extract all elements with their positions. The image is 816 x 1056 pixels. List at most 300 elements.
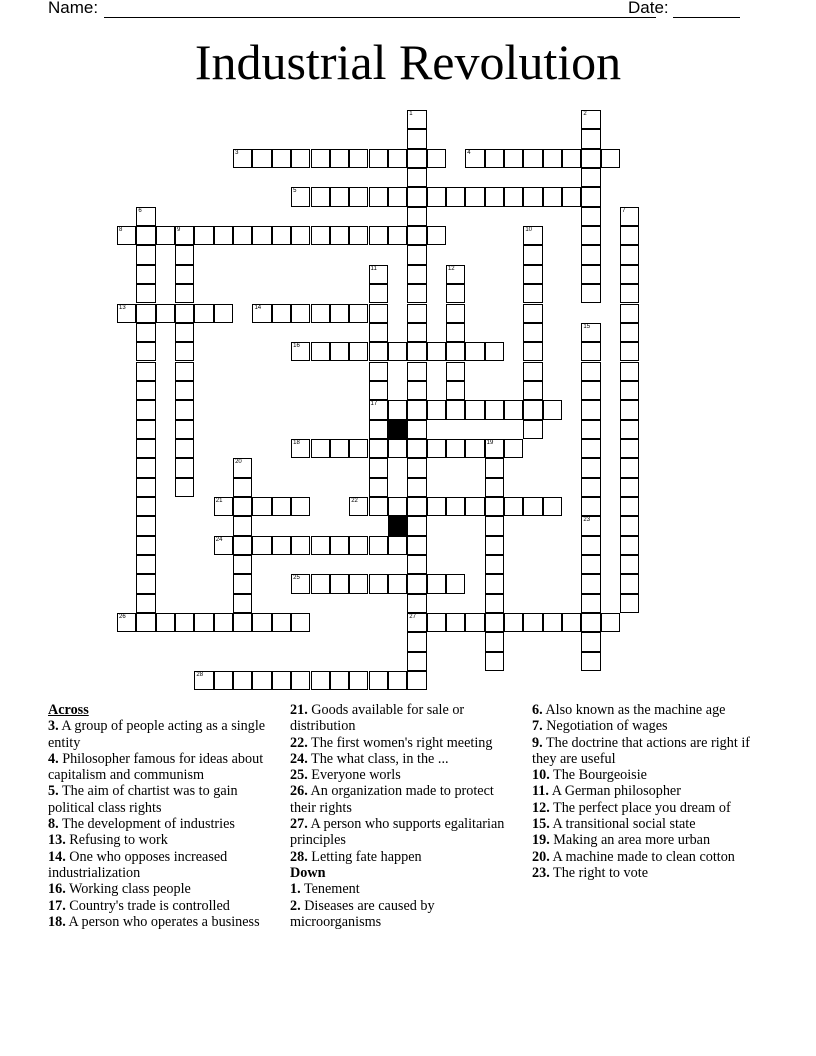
grid-cell[interactable]: [620, 420, 639, 439]
grid-cell[interactable]: [562, 149, 581, 168]
grid-cell[interactable]: [252, 226, 271, 245]
grid-cell[interactable]: [581, 110, 600, 129]
grid-cell[interactable]: [407, 207, 426, 226]
grid-cell[interactable]: [214, 536, 233, 555]
grid-cell[interactable]: [407, 478, 426, 497]
grid-cell[interactable]: [446, 497, 465, 516]
grid-cell[interactable]: [427, 613, 446, 632]
grid-cell[interactable]: [136, 265, 155, 284]
grid-cell[interactable]: [136, 284, 155, 303]
grid-cell[interactable]: [272, 671, 291, 690]
grid-cell[interactable]: [136, 400, 155, 419]
grid-cell[interactable]: [485, 187, 504, 206]
grid-cell[interactable]: [272, 536, 291, 555]
grid-cell[interactable]: [349, 226, 368, 245]
grid-cell[interactable]: [446, 381, 465, 400]
grid-cell[interactable]: [349, 497, 368, 516]
grid-cell[interactable]: [485, 458, 504, 477]
grid-cell[interactable]: [214, 613, 233, 632]
grid-cell[interactable]: [523, 304, 542, 323]
grid-cell[interactable]: [156, 226, 175, 245]
grid-cell[interactable]: [581, 574, 600, 593]
grid-cell[interactable]: [388, 497, 407, 516]
grid-cell[interactable]: [407, 594, 426, 613]
grid-cell[interactable]: [369, 187, 388, 206]
grid-cell[interactable]: [581, 342, 600, 361]
grid-cell[interactable]: [581, 129, 600, 148]
grid-cell[interactable]: [330, 439, 349, 458]
grid-cell[interactable]: [581, 613, 600, 632]
grid-cell[interactable]: [349, 149, 368, 168]
grid-cell[interactable]: [330, 304, 349, 323]
grid-cell[interactable]: [523, 613, 542, 632]
grid-cell[interactable]: [233, 226, 252, 245]
grid-cell[interactable]: [407, 187, 426, 206]
grid-cell[interactable]: [523, 497, 542, 516]
grid-cell[interactable]: [156, 304, 175, 323]
grid-cell[interactable]: [136, 613, 155, 632]
grid-cell[interactable]: [369, 478, 388, 497]
grid-cell[interactable]: [233, 149, 252, 168]
grid-cell[interactable]: [446, 265, 465, 284]
grid-cell[interactable]: [175, 362, 194, 381]
grid-cell[interactable]: [349, 304, 368, 323]
grid-cell[interactable]: [581, 245, 600, 264]
grid-cell[interactable]: [349, 574, 368, 593]
grid-cell[interactable]: [543, 497, 562, 516]
grid-cell[interactable]: [523, 149, 542, 168]
grid-cell[interactable]: [233, 478, 252, 497]
grid-cell[interactable]: [620, 594, 639, 613]
grid-cell[interactable]: [233, 536, 252, 555]
grid-cell[interactable]: [252, 613, 271, 632]
grid-cell[interactable]: [388, 187, 407, 206]
grid-cell[interactable]: [581, 284, 600, 303]
grid-cell[interactable]: [465, 342, 484, 361]
grid-cell[interactable]: [349, 671, 368, 690]
grid-cell[interactable]: [504, 613, 523, 632]
grid-cell[interactable]: [523, 265, 542, 284]
grid-cell[interactable]: [136, 478, 155, 497]
grid-cell[interactable]: [349, 439, 368, 458]
grid-cell[interactable]: [407, 632, 426, 651]
grid-cell[interactable]: [291, 574, 310, 593]
grid-cell[interactable]: [446, 362, 465, 381]
grid-cell[interactable]: [175, 304, 194, 323]
grid-cell[interactable]: [175, 323, 194, 342]
grid-cell[interactable]: [291, 613, 310, 632]
grid-cell[interactable]: [427, 497, 446, 516]
grid-cell[interactable]: [407, 652, 426, 671]
grid-cell[interactable]: [523, 342, 542, 361]
grid-cell[interactable]: [388, 671, 407, 690]
grid-cell[interactable]: [620, 555, 639, 574]
grid-cell[interactable]: [388, 400, 407, 419]
grid-cell[interactable]: [233, 574, 252, 593]
grid-cell[interactable]: [136, 381, 155, 400]
grid-cell[interactable]: [369, 304, 388, 323]
grid-cell[interactable]: [581, 168, 600, 187]
grid-cell[interactable]: [485, 478, 504, 497]
grid-cell[interactable]: [194, 304, 213, 323]
grid-cell[interactable]: [620, 516, 639, 535]
grid-cell[interactable]: [523, 284, 542, 303]
grid-cell[interactable]: [446, 304, 465, 323]
grid-cell[interactable]: [175, 265, 194, 284]
grid-cell[interactable]: [485, 555, 504, 574]
grid-cell[interactable]: [311, 536, 330, 555]
grid-cell[interactable]: [136, 362, 155, 381]
grid-cell[interactable]: [465, 400, 484, 419]
grid-cell[interactable]: [136, 342, 155, 361]
grid-cell[interactable]: [349, 536, 368, 555]
grid-cell[interactable]: [388, 226, 407, 245]
grid-cell[interactable]: [620, 478, 639, 497]
grid-cell[interactable]: [349, 187, 368, 206]
grid-cell[interactable]: [465, 149, 484, 168]
grid-cell[interactable]: [136, 594, 155, 613]
grid-cell[interactable]: [291, 439, 310, 458]
grid-cell[interactable]: [311, 226, 330, 245]
grid-cell[interactable]: [485, 497, 504, 516]
grid-cell[interactable]: [369, 323, 388, 342]
grid-cell[interactable]: [117, 304, 136, 323]
grid-cell[interactable]: [136, 574, 155, 593]
grid-cell[interactable]: [485, 149, 504, 168]
grid-cell[interactable]: [485, 594, 504, 613]
grid-cell[interactable]: [465, 497, 484, 516]
grid-cell[interactable]: [233, 458, 252, 477]
grid-cell[interactable]: [562, 187, 581, 206]
grid-cell[interactable]: [311, 149, 330, 168]
grid-cell[interactable]: [407, 439, 426, 458]
grid-cell[interactable]: [175, 478, 194, 497]
grid-cell[interactable]: [446, 574, 465, 593]
grid-cell[interactable]: [581, 497, 600, 516]
grid-cell[interactable]: [407, 149, 426, 168]
grid-cell[interactable]: [581, 594, 600, 613]
grid-cell[interactable]: [233, 555, 252, 574]
grid-cell[interactable]: [291, 226, 310, 245]
grid-cell[interactable]: [581, 536, 600, 555]
grid-cell[interactable]: [407, 555, 426, 574]
grid-cell[interactable]: [175, 439, 194, 458]
grid-cell[interactable]: [136, 207, 155, 226]
grid-cell[interactable]: [485, 536, 504, 555]
grid-cell[interactable]: [194, 226, 213, 245]
grid-cell[interactable]: [369, 420, 388, 439]
grid-cell[interactable]: [620, 536, 639, 555]
grid-cell[interactable]: [369, 265, 388, 284]
grid-cell[interactable]: [427, 342, 446, 361]
grid-cell[interactable]: [620, 245, 639, 264]
grid-cell[interactable]: [175, 613, 194, 632]
grid-cell[interactable]: [504, 149, 523, 168]
grid-cell[interactable]: [407, 265, 426, 284]
grid-cell[interactable]: [156, 613, 175, 632]
grid-cell[interactable]: [581, 652, 600, 671]
grid-cell[interactable]: [620, 458, 639, 477]
grid-cell[interactable]: [272, 226, 291, 245]
grid-cell[interactable]: [175, 400, 194, 419]
grid-cell[interactable]: [504, 187, 523, 206]
grid-cell[interactable]: [427, 439, 446, 458]
grid-cell[interactable]: [252, 536, 271, 555]
grid-cell[interactable]: [407, 129, 426, 148]
grid-cell[interactable]: [446, 284, 465, 303]
grid-cell[interactable]: [620, 439, 639, 458]
grid-cell[interactable]: [311, 187, 330, 206]
grid-cell[interactable]: [330, 187, 349, 206]
grid-cell[interactable]: [620, 284, 639, 303]
grid-cell[interactable]: [427, 149, 446, 168]
grid-cell[interactable]: [291, 149, 310, 168]
grid-cell[interactable]: [620, 207, 639, 226]
grid-cell[interactable]: [620, 400, 639, 419]
grid-cell[interactable]: [581, 478, 600, 497]
grid-cell[interactable]: [175, 226, 194, 245]
grid-cell[interactable]: [330, 671, 349, 690]
grid-cell[interactable]: [311, 574, 330, 593]
grid-cell[interactable]: [407, 671, 426, 690]
grid-cell[interactable]: [291, 304, 310, 323]
grid-cell[interactable]: [136, 536, 155, 555]
grid-cell[interactable]: [485, 400, 504, 419]
grid-cell[interactable]: [427, 187, 446, 206]
grid-cell[interactable]: [407, 458, 426, 477]
grid-cell[interactable]: [407, 304, 426, 323]
grid-cell[interactable]: [330, 226, 349, 245]
grid-cell[interactable]: [136, 304, 155, 323]
grid-cell[interactable]: [407, 613, 426, 632]
grid-cell[interactable]: [311, 342, 330, 361]
grid-cell[interactable]: [620, 381, 639, 400]
grid-cell[interactable]: [136, 245, 155, 264]
grid-cell[interactable]: [369, 284, 388, 303]
grid-cell[interactable]: [523, 362, 542, 381]
grid-cell[interactable]: [581, 439, 600, 458]
grid-cell[interactable]: [311, 304, 330, 323]
grid-cell[interactable]: [252, 497, 271, 516]
grid-cell[interactable]: [407, 245, 426, 264]
grid-cell[interactable]: [252, 671, 271, 690]
grid-cell[interactable]: [620, 342, 639, 361]
grid-cell[interactable]: [543, 149, 562, 168]
grid-cell[interactable]: [485, 439, 504, 458]
grid-cell[interactable]: [194, 671, 213, 690]
grid-cell[interactable]: [446, 439, 465, 458]
grid-cell[interactable]: [136, 497, 155, 516]
grid-cell[interactable]: [369, 439, 388, 458]
grid-cell[interactable]: [311, 439, 330, 458]
grid-cell[interactable]: [581, 149, 600, 168]
grid-cell[interactable]: [485, 613, 504, 632]
grid-cell[interactable]: [581, 207, 600, 226]
grid-cell[interactable]: [620, 323, 639, 342]
grid-cell[interactable]: [233, 497, 252, 516]
grid-cell[interactable]: [620, 304, 639, 323]
grid-cell[interactable]: [311, 671, 330, 690]
grid-cell[interactable]: [272, 613, 291, 632]
grid-cell[interactable]: [446, 342, 465, 361]
grid-cell[interactable]: [272, 304, 291, 323]
grid-cell[interactable]: [446, 400, 465, 419]
grid-cell[interactable]: [136, 555, 155, 574]
grid-cell[interactable]: [543, 187, 562, 206]
grid-cell[interactable]: [388, 574, 407, 593]
grid-cell[interactable]: [407, 497, 426, 516]
grid-cell[interactable]: [581, 400, 600, 419]
grid-cell[interactable]: [407, 284, 426, 303]
grid-cell[interactable]: [504, 497, 523, 516]
grid-cell[interactable]: [620, 362, 639, 381]
grid-cell[interactable]: [523, 187, 542, 206]
grid-cell[interactable]: [369, 574, 388, 593]
grid-cell[interactable]: [369, 497, 388, 516]
grid-cell[interactable]: [136, 516, 155, 535]
grid-cell[interactable]: [175, 420, 194, 439]
grid-cell[interactable]: [407, 362, 426, 381]
grid-cell[interactable]: [523, 323, 542, 342]
grid-cell[interactable]: [620, 574, 639, 593]
grid-cell[interactable]: [581, 226, 600, 245]
grid-cell[interactable]: [233, 671, 252, 690]
grid-cell[interactable]: [291, 187, 310, 206]
grid-cell[interactable]: [214, 671, 233, 690]
grid-cell[interactable]: [543, 613, 562, 632]
grid-cell[interactable]: [427, 574, 446, 593]
grid-cell[interactable]: [388, 149, 407, 168]
grid-cell[interactable]: [136, 439, 155, 458]
grid-cell[interactable]: [485, 516, 504, 535]
grid-cell[interactable]: [427, 400, 446, 419]
grid-cell[interactable]: [330, 342, 349, 361]
grid-cell[interactable]: [407, 420, 426, 439]
grid-cell[interactable]: [175, 245, 194, 264]
grid-cell[interactable]: [369, 362, 388, 381]
grid-cell[interactable]: [407, 342, 426, 361]
grid-cell[interactable]: [407, 168, 426, 187]
grid-cell[interactable]: [581, 362, 600, 381]
grid-cell[interactable]: [407, 323, 426, 342]
grid-cell[interactable]: [543, 400, 562, 419]
grid-cell[interactable]: [601, 149, 620, 168]
grid-cell[interactable]: [581, 516, 600, 535]
grid-cell[interactable]: [581, 265, 600, 284]
grid-cell[interactable]: [369, 149, 388, 168]
grid-cell[interactable]: [465, 187, 484, 206]
grid-cell[interactable]: [581, 187, 600, 206]
grid-cell[interactable]: [562, 613, 581, 632]
grid-cell[interactable]: [407, 381, 426, 400]
grid-cell[interactable]: [407, 516, 426, 535]
grid-cell[interactable]: [136, 458, 155, 477]
grid-cell[interactable]: [581, 381, 600, 400]
grid-cell[interactable]: [523, 245, 542, 264]
grid-cell[interactable]: [330, 536, 349, 555]
grid-cell[interactable]: [369, 342, 388, 361]
grid-cell[interactable]: [291, 671, 310, 690]
grid-cell[interactable]: [523, 400, 542, 419]
grid-cell[interactable]: [485, 632, 504, 651]
grid-cell[interactable]: [407, 226, 426, 245]
grid-cell[interactable]: [175, 458, 194, 477]
grid-cell[interactable]: [291, 342, 310, 361]
grid-cell[interactable]: [407, 400, 426, 419]
grid-cell[interactable]: [581, 458, 600, 477]
grid-cell[interactable]: [136, 323, 155, 342]
grid-cell[interactable]: [581, 323, 600, 342]
grid-cell[interactable]: [523, 420, 542, 439]
grid-cell[interactable]: [117, 613, 136, 632]
grid-cell[interactable]: [330, 574, 349, 593]
grid-cell[interactable]: [214, 226, 233, 245]
grid-cell[interactable]: [581, 632, 600, 651]
grid-cell[interactable]: [233, 594, 252, 613]
grid-cell[interactable]: [446, 323, 465, 342]
grid-cell[interactable]: [581, 555, 600, 574]
grid-cell[interactable]: [620, 265, 639, 284]
grid-cell[interactable]: [252, 149, 271, 168]
grid-cell[interactable]: [117, 226, 136, 245]
grid-cell[interactable]: [214, 304, 233, 323]
grid-cell[interactable]: [175, 342, 194, 361]
grid-cell[interactable]: [272, 497, 291, 516]
grid-cell[interactable]: [427, 226, 446, 245]
grid-cell[interactable]: [485, 342, 504, 361]
grid-cell[interactable]: [485, 652, 504, 671]
grid-cell[interactable]: [369, 400, 388, 419]
grid-cell[interactable]: [175, 284, 194, 303]
grid-cell[interactable]: [465, 439, 484, 458]
grid-cell[interactable]: [620, 226, 639, 245]
grid-cell[interactable]: [136, 226, 155, 245]
grid-cell[interactable]: [620, 497, 639, 516]
grid-cell[interactable]: [485, 574, 504, 593]
grid-cell[interactable]: [252, 304, 271, 323]
grid-cell[interactable]: [349, 342, 368, 361]
grid-cell[interactable]: [369, 381, 388, 400]
grid-cell[interactable]: [369, 671, 388, 690]
grid-cell[interactable]: [369, 458, 388, 477]
grid-cell[interactable]: [581, 420, 600, 439]
grid-cell[interactable]: [272, 149, 291, 168]
grid-cell[interactable]: [523, 226, 542, 245]
grid-cell[interactable]: [388, 536, 407, 555]
grid-cell[interactable]: [233, 516, 252, 535]
grid-cell[interactable]: [330, 149, 349, 168]
grid-cell[interactable]: [291, 536, 310, 555]
grid-cell[interactable]: [175, 381, 194, 400]
grid-cell[interactable]: [407, 574, 426, 593]
grid-cell[interactable]: [523, 381, 542, 400]
grid-cell[interactable]: [369, 226, 388, 245]
grid-cell[interactable]: [233, 613, 252, 632]
grid-cell[interactable]: [446, 613, 465, 632]
grid-cell[interactable]: [214, 497, 233, 516]
grid-cell[interactable]: [446, 187, 465, 206]
grid-cell[interactable]: [194, 613, 213, 632]
grid-cell[interactable]: [388, 439, 407, 458]
grid-cell[interactable]: [369, 536, 388, 555]
grid-cell[interactable]: [291, 497, 310, 516]
grid-cell[interactable]: [136, 420, 155, 439]
grid-cell[interactable]: [504, 439, 523, 458]
grid-cell[interactable]: [407, 536, 426, 555]
grid-cell[interactable]: [388, 342, 407, 361]
grid-cell[interactable]: [504, 400, 523, 419]
grid-cell[interactable]: [407, 110, 426, 129]
